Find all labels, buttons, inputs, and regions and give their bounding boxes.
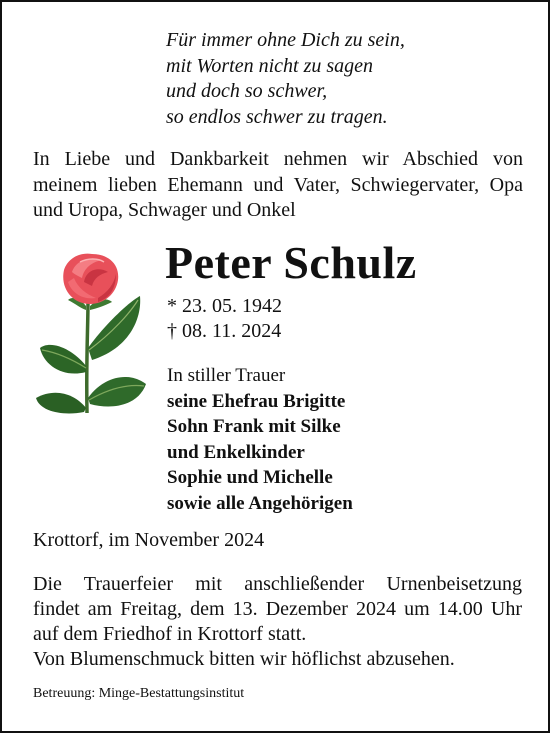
mourners-list [167, 363, 353, 516]
death-date: † 08. 11. 2024 [167, 320, 282, 342]
birth-date: * 23. 05. 1942 [167, 295, 282, 317]
service-line: Von Blumenschmuck bitten wir höflichst abzusehen. [33, 648, 455, 670]
funeral-service-info [33, 572, 522, 672]
service-line: findet am Freitag, dem 13. Dezember 2024 um 14.00 Uhr [33, 598, 522, 620]
mourner-line: und Enkelkinder [167, 441, 305, 463]
intro-line: meinem lieben Ehemann und Vater, Schwiegervater, Opa [33, 173, 523, 196]
mourning-intro: In stiller Trauer [167, 365, 286, 386]
mourner-line: Sohn Frank mit Silke [167, 416, 341, 437]
mourner-line: seine Ehefrau Brigitte [167, 390, 346, 412]
intro-line: In Liebe und Dankbarkeit nehmen wir Abschied von [33, 148, 523, 170]
deceased-name: Peter Schulz [165, 237, 417, 288]
red-rose-icon [32, 248, 150, 416]
intro-line: und Uropa, Schwager und Onkel [33, 199, 296, 221]
mourner-line: Sophie und Michelle [167, 467, 333, 488]
service-line: Die Trauerfeier mit anschließender Urnenbeisetzung [33, 573, 522, 595]
poem-line: und doch so schwer, [166, 80, 328, 102]
poem-line: mit Worten nicht zu sagen [166, 54, 374, 77]
poem-line: Für immer ohne Dich zu sein, [166, 29, 405, 51]
life-dates [167, 294, 282, 344]
poem-line: so endlos schwer zu tragen. [166, 105, 388, 128]
place-and-date: Krottorf, im November 2024 [33, 529, 265, 551]
service-line: auf dem Friedhof in Krottorf statt. [33, 623, 307, 645]
memorial-poem [166, 28, 405, 130]
funeral-home-credit: Betreuung: Minge-Bestattungsinstitut [33, 686, 245, 701]
mourner-line: sowie alle Angehörigen [167, 492, 353, 514]
farewell-text [33, 147, 523, 224]
